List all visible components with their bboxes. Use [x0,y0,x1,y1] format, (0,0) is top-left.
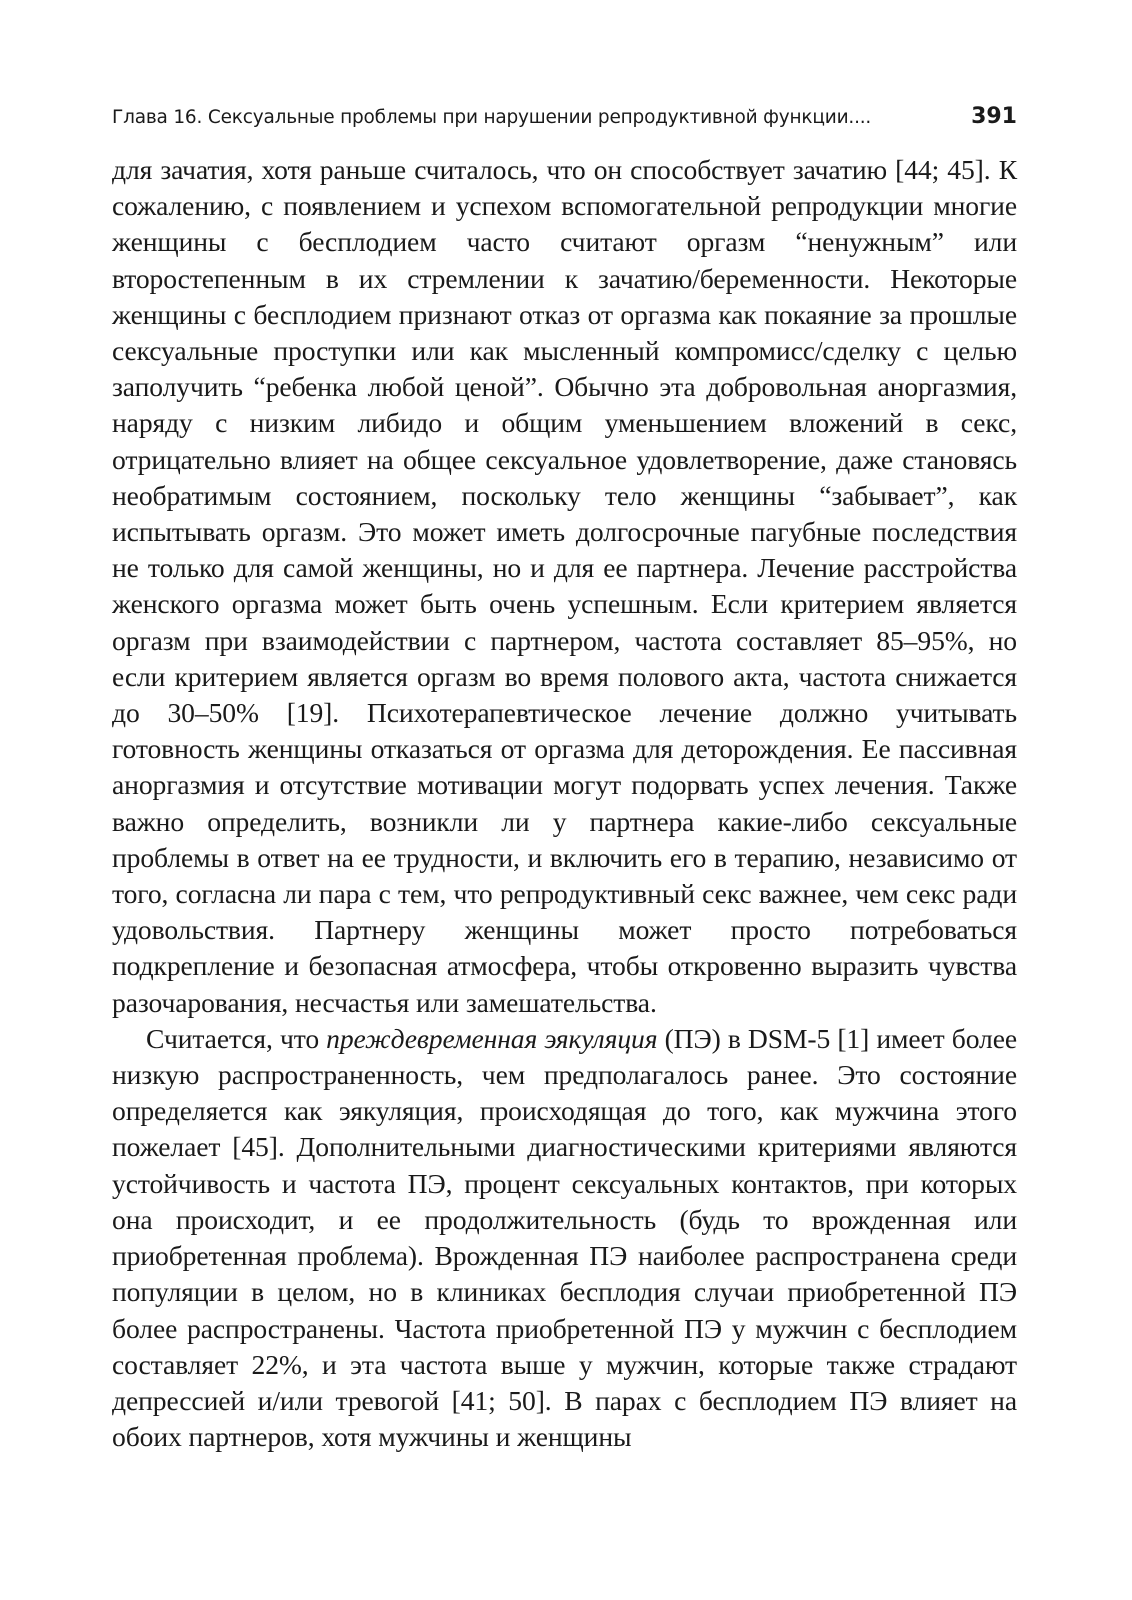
paragraph-orgasm-disorder: для зачатия, хотя раньше считалось, что он способствует зачатию [44; 45]. К сожалению, с появлением и успехом вспомогательной репродукции многие женщины с бесплодием часто считают оргазм “ненужным” или второстепенным в их стремлении к зачатию/беременности. Некоторые женщины с бесплодием признают отказ от оргазма как покаяние за прошлые сексуальные проступки или как мысленный компромисс/сделку с целью заполучить “ребенка любой ценой”. Обычно эта добровольная аноргазмия, наряду с низким либидо и общим уменьшением вложений в секс, отрицательно влияет на общее сексуальное удовлетворение, даже становясь необратимым состоянием, поскольку тело женщины “забывает”, как испытывать оргазм. Это может иметь долгосрочные пагубные последствия не только для самой женщины, но и для ее партнера. Лечение расстройства женского оргазма может быть очень успешным. Если критерием является оргазм при взаимодействии с партнером, частота составляет 85–95%, но если критерием является оргазм во время полового акта, частота снижается до 30–50% [19]. Психотерапевтическое лечение должно учитывать готовность женщины отказаться от оргазма для деторождения. Ее пассивная аноргазмия и отсутствие мотивации могут подорвать успех лечения. Также важно определить, возникли ли у партнера какие-либо сексуальные проблемы в ответ на ее трудности, и включить его в терапию, независимо от того, согласна ли пара с тем, что репродуктивный секс важнее, чем секс ради удовольствия. Партнеру женщины может просто потребоваться подкрепление и безопасная атмосфера, чтобы откровенно выразить чувства разочарования, несчастья или замешательства. [112,154,1017,1018]
body-text [112,152,1017,1455]
running-head [112,103,1017,132]
paragraph-lead: Считается, что [146,1022,327,1054]
term-premature-ejaculation: преждевременная эякуляция [326,1022,658,1054]
paragraph-rest: (ПЭ) в DSM-5 [1] имеет более низкую распространенность, чем предполагалось ранее. Это состояние определяется как эякуляция, происходящая до того, как мужчина этого пожелает [45]. Дополнительными диагностическими критериями являются устойчивость и частота ПЭ, процент сексуальных контактов, при которых она происходит, и ее продолжительность (будь то врожденная или приобретенная проблема). Врожденная ПЭ наиболее распространена среди популяции в целом, но в клиниках бесплодия случаи приобретенной ПЭ более распространены. Частота приобретенной ПЭ у мужчин с бесплодием составляет 22%, и эта частота выше у мужчин, которые также страдают депрессией и/или тревогой [41; 50]. В парах с бесплодием ПЭ влияет на обоих партнеров, хотя мужчины и женщины [112,1022,1017,1453]
page-number: 391 [971,104,1017,129]
paragraph-premature-ejaculation [112,1021,1017,1455]
chapter-title: Глава 16. Сексуальные проблемы при нарушении репродуктивной функции.... [112,107,872,128]
